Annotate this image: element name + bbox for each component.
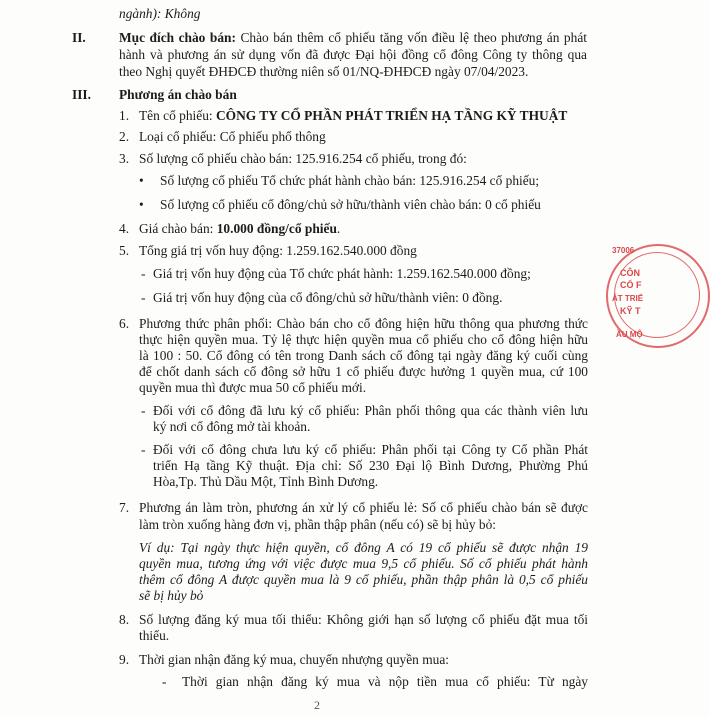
item-5-dash-2: Giá trị vốn huy động của cổ đông/chủ sở hữu/thành viên: 0 đồng.	[153, 290, 503, 305]
item-2-number: 2.	[119, 129, 130, 144]
item-2-text: Loại cổ phiếu: Cổ phiếu phổ thông	[139, 129, 326, 144]
item-1-number: 1.	[119, 108, 130, 123]
item-7-number: 7.	[119, 500, 130, 515]
item-5-dash-1: Giá trị vốn huy động của Tổ chức phát hành: 1.259.162.540.000 đồng;	[153, 266, 531, 281]
item-9-number: 9.	[119, 652, 130, 667]
item-9-text: Thời gian nhận đăng ký mua, chuyển nhượng quyền mua:	[139, 652, 449, 667]
item-9-dash-1-marker: -	[162, 674, 167, 689]
item-8-line2: thiểu.	[139, 628, 170, 643]
section-ii-numeral: II.	[72, 30, 86, 45]
item-1-prefix: Tên cổ phiếu:	[139, 108, 216, 123]
item-7-line2: làm tròn xuống hàng đơn vị, phần thập phân (nếu có) sẽ bị hủy bỏ:	[139, 517, 497, 532]
section-iii-title: Phương án chào bán	[119, 87, 237, 102]
item-7-example-4: sẽ bị hủy bỏ	[139, 588, 204, 603]
stamp-text-5: ẦU MỘ	[616, 330, 643, 339]
item-3-bullet-1-marker: •	[139, 173, 144, 188]
item-7-example-1: Ví dụ: Tại ngày thực hiện quyền, cổ đông A có 19 cổ phiếu sẽ được nhận 19	[139, 540, 588, 555]
item-3-bullet-2-marker: •	[139, 197, 144, 212]
company-seal-stamp	[606, 238, 676, 356]
section-ii-line2: hành và phương án sử dụng vốn đã được Đại hội đồng cổ đông Công ty thông qua	[119, 47, 587, 62]
item-7-example-3: thêm cổ đông A được quyền mua là 9 cổ phiếu, phần thập phân là 0,5 cổ phiếu	[139, 572, 588, 587]
item-1-company-name: CÔNG TY CỔ PHẦN PHÁT TRIỂN HẠ TẦNG KỸ THUẬT	[215, 108, 568, 123]
stamp-text-1: CÔN	[620, 268, 640, 278]
item-6-number: 6.	[119, 316, 130, 331]
stamp-text-3: ÁT TRIỂ	[612, 294, 644, 303]
item-6-line1: Phương thức phân phối: Chào bán cho cổ đông hiện hữu thông qua phương thức	[139, 316, 588, 331]
item-6-dash-2a: Đối với cổ đông chưa lưu ký cổ phiếu: Phân phối tại Công ty Cổ phần Phát	[153, 442, 588, 457]
top-fragment: ngành): Không	[119, 6, 201, 21]
item-4-text	[139, 221, 340, 237]
item-5-dash-2-marker: -	[141, 290, 146, 305]
item-6-dash-2b: triển Hạ tầng Kỹ thuật. Địa chỉ: Số 230 Đại lộ Bình Dương, Phường Phú	[153, 458, 588, 473]
item-7-example-2: quyền mua, tương ứng với việc được mua 9,5 cổ phiếu. Số cổ phiếu phát hành	[139, 556, 588, 571]
item-6-line2: thực hiện quyền mua. Tỷ lệ thực hiện quyền mua cổ phiếu cho cổ đông hiện hữu	[139, 332, 588, 347]
section-iii-numeral: III.	[72, 87, 91, 102]
item-6-dash-2-marker: -	[141, 442, 146, 457]
item-3-text: Số lượng cổ phiếu chào bán: 125.916.254 cổ phiếu, trong đó:	[139, 151, 467, 166]
section-ii-text1: Chào bán thêm cổ phiếu tăng vốn điều lệ theo phương án phát	[235, 30, 587, 45]
item-8-line1: Số lượng đăng ký mua tối thiểu: Không giới hạn số lượng cổ phiếu đặt mua tối	[139, 612, 588, 627]
item-4-suffix: .	[336, 221, 341, 236]
item-3-bullet-2: Số lượng cổ phiếu cổ đông/chủ sở hữu/thành viên chào bán: 0 cổ phiếu	[160, 197, 541, 212]
item-4-prefix: Giá chào bán:	[139, 221, 217, 236]
item-6-line5: quyền mua thì được mua 50 cổ phiếu mới.	[139, 380, 367, 395]
item-5-number: 5.	[119, 243, 130, 258]
item-3-number: 3.	[119, 151, 130, 166]
item-6-dash-2c: Hòa,Tp. Thủ Dầu Một, Tỉnh Bình Dương.	[153, 474, 379, 489]
item-3-bullet-1: Số lượng cổ phiếu Tổ chức phát hành chào bán: 125.916.254 cổ phiếu;	[160, 173, 540, 188]
item-6-line3: là 100 : 50. Cổ đông có tên trong Danh sách cổ đông tại ngày đăng ký cuối cùng	[139, 348, 588, 363]
item-8-number: 8.	[119, 612, 130, 627]
page-number: 2	[314, 698, 320, 712]
item-6-line4: để chốt danh sách cổ đông sở hữu 1 cổ phiếu được hưởng 1 quyền mua, cứ 100	[139, 364, 588, 379]
item-9-dash-1: Thời gian nhận đăng ký mua và nộp tiền mua cổ phiếu: Từ ngày	[182, 674, 588, 689]
item-4-number: 4.	[119, 221, 130, 236]
section-ii-label: Mục đích chào bán:	[119, 30, 236, 45]
stamp-text-code: 37006	[612, 246, 635, 255]
item-5-dash-1-marker: -	[141, 266, 146, 281]
stamp-text-4: KỸ T	[620, 306, 641, 316]
item-7-line1: Phương án làm tròn, phương án xử lý cổ phiếu lẻ: Số cổ phiếu chào bán sẽ được	[139, 500, 588, 515]
item-6-dash-1-marker: -	[141, 403, 146, 418]
section-ii-line1	[119, 30, 587, 46]
item-1-text	[139, 108, 567, 124]
item-5-text: Tổng giá trị vốn huy động: 1.259.162.540.000 đồng	[139, 243, 417, 258]
section-ii-line3: theo Nghị quyết ĐHĐCĐ thường niên số 01/NQ-ĐHĐCĐ ngày 07/04/2023.	[119, 64, 529, 79]
item-6-dash-1a: Đối với cổ đông đã lưu ký cổ phiếu: Phân phối thông qua các thành viên lưu	[153, 403, 588, 418]
item-4-price: 10.000 đồng/cổ phiếu	[216, 221, 337, 236]
item-6-dash-1b: ký nơi cổ đông mở tài khoản.	[153, 419, 311, 434]
stamp-text-2: CỔ F	[620, 280, 642, 290]
